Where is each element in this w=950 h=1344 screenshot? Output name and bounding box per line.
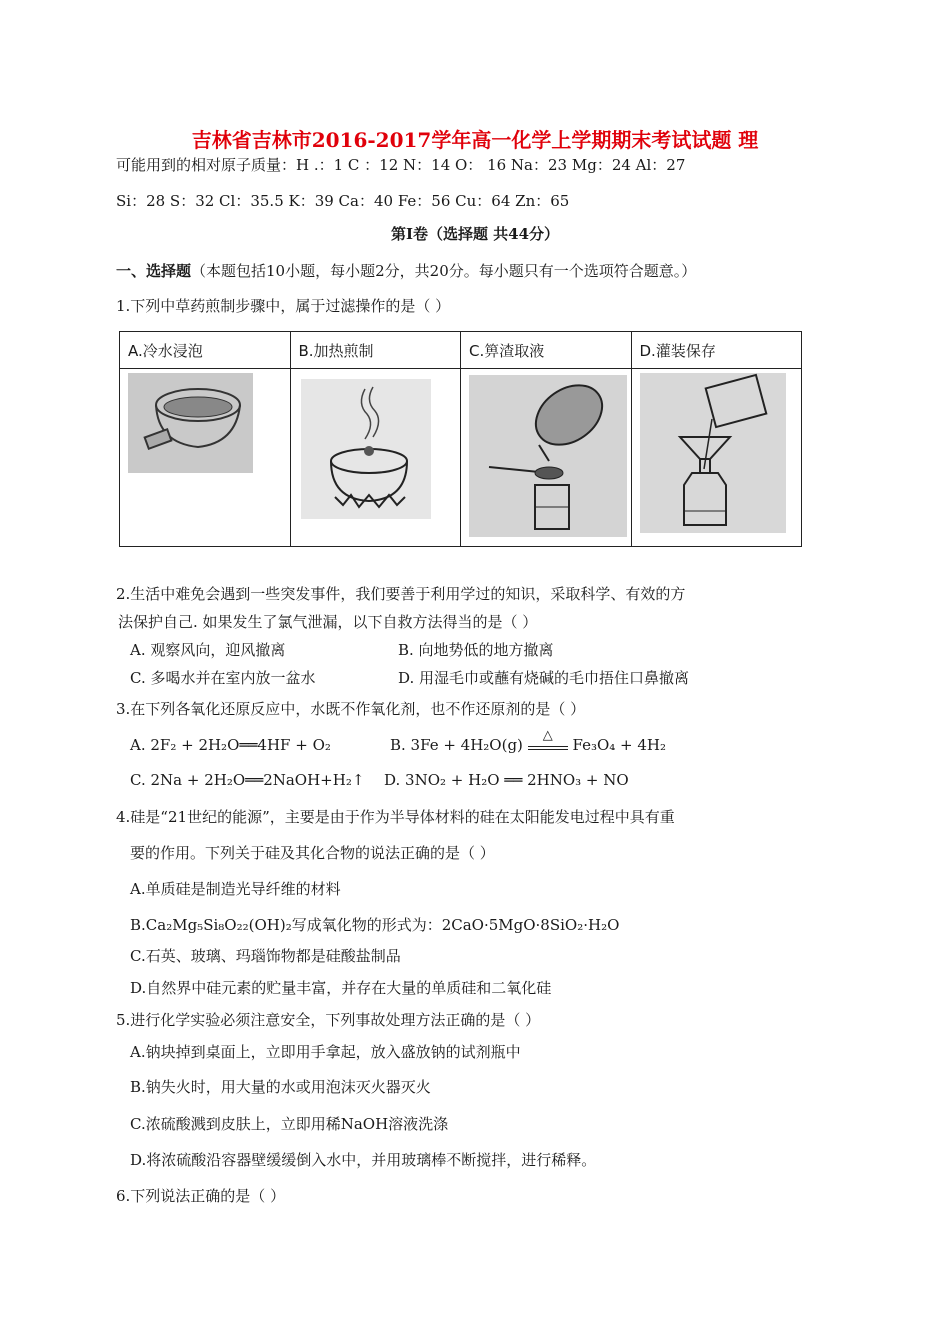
q1-image-d <box>631 369 802 547</box>
exam-title: 吉林省吉林市2016-2017学年高一化学上学期期末考试试题 理 <box>191 128 759 152</box>
q2-option-b: B. 向地势低的地方撤离 <box>398 641 554 659</box>
q3-option-b-reactants: B. 3Fe + 4H₂O(g) <box>390 736 523 754</box>
decocting-pot-illustration <box>301 379 431 519</box>
q5-option-a: A.钠块掉到桌面上，立即用手拿起，放入盛放钠的试剂瓶中 <box>130 1043 521 1061</box>
q5-option-b: B.钠失火时，用大量的水或用泡沫灭火器灭火 <box>130 1078 431 1096</box>
q4-option-d: D.自然界中硅元素的贮量丰富，并存在大量的单质硅和二氧化硅 <box>130 979 552 997</box>
q5-option-c: C.浓硫酸溅到皮肤上，立即用稀NaOH溶液洗涤 <box>130 1115 449 1133</box>
q3-option-a: A. 2F₂ + 2H₂O══4HF + O₂ <box>130 736 331 754</box>
q5-option-d: D.将浓硫酸沿容器壁缓缓倒入水中，并用玻璃棒不断搅拌，进行稀释。 <box>130 1151 597 1169</box>
q1-option-c: C.箅渣取液 <box>461 332 632 369</box>
bottling-illustration <box>640 373 786 533</box>
q3-heating-symbol: △ <box>542 728 553 743</box>
q2-option-d: D. 用湿毛巾或蘸有烧碱的毛巾捂住口鼻撤离 <box>398 669 690 687</box>
q3-option-b-products: Fe₃O₄ + 4H₂ <box>572 736 667 754</box>
q4-option-c: C.石英、玻璃、玛瑙饰物都是硅酸盐制品 <box>130 947 401 965</box>
q3-heating-arrow <box>528 728 568 750</box>
section-heading: 第Ⅰ卷（选择题 共44分） <box>390 225 560 243</box>
part1-instructions <box>116 260 696 281</box>
atomic-masses-line-2: Si：28 S：32 Cl：35.5 K：39 Ca：40 Fe：56 Cu：64 Zn：65 <box>116 192 570 210</box>
q3-stem: 3.在下列各氧化还原反应中，水既不作氧化剂，也不作还原剂的是（ ） <box>116 700 586 718</box>
straining-illustration <box>469 375 627 537</box>
q4-stem-line-1: 4.硅是“21世纪的能源”，主要是由于作为半导体材料的硅在太阳能发电过程中具有重 <box>116 808 675 826</box>
q1-stem: 1.下列中草药煎制步骤中，属于过滤操作的是（ ） <box>116 297 451 315</box>
q1-image-c <box>461 369 632 547</box>
part1-heading: 一、选择题 <box>116 262 192 280</box>
atomic-masses-line-1: 可能用到的相对原子质量：H .：1 C ：12 N：14 O： 16 Na：23 Mg：24 Al：27 <box>116 156 686 174</box>
q3-option-d: D. 3NO₂ + H₂O ══ 2HNO₃ + NO <box>384 771 629 789</box>
q5-stem: 5.进行化学实验必须注意安全，下列事故处理方法正确的是（ ） <box>116 1011 541 1029</box>
q4-stem-line-2: 要的作用。下列关于硅及其化合物的说法正确的是（ ） <box>130 844 495 862</box>
part1-desc: （本题包括10小题，每小题2分，共20分。每小题只有一个选项符合题意。） <box>191 262 697 280</box>
q1-image-a <box>120 369 291 547</box>
q1-option-d: D.灌装保存 <box>631 332 802 369</box>
q4-option-a: A.单质硅是制造光导纤维的材料 <box>130 880 341 898</box>
q1-options-table <box>119 331 802 547</box>
q3-option-b <box>390 728 667 754</box>
q1-image-b <box>290 369 461 547</box>
q1-option-a: A.冷水浸泡 <box>120 332 291 369</box>
q2-stem-line-1: 2.生活中难免会遇到一些突发事件，我们要善于利用学过的知识，采取科学、有效的方 <box>116 585 686 603</box>
q2-option-c: C. 多喝水并在室内放一盆水 <box>130 669 316 687</box>
q2-stem-line-2: 法保护自己. 如果发生了氯气泄漏，以下自救方法得当的是（ ） <box>118 613 538 631</box>
q4-option-b: B.Ca₂Mg₅Si₈O₂₂(OH)₂写成氧化物的形式为：2CaO·5MgO·8SiO₂·H₂O <box>130 916 620 934</box>
q6-stem: 6.下列说法正确的是（ ） <box>116 1187 286 1205</box>
q3-equals-bar <box>528 746 568 750</box>
q2-option-a: A. 观察风向，迎风撤离 <box>130 641 286 659</box>
q1-option-b: B.加热煎制 <box>290 332 461 369</box>
soaking-pot-illustration <box>128 373 253 473</box>
q3-option-c: C. 2Na + 2H₂O══2NaOH+H₂↑ <box>130 771 365 789</box>
